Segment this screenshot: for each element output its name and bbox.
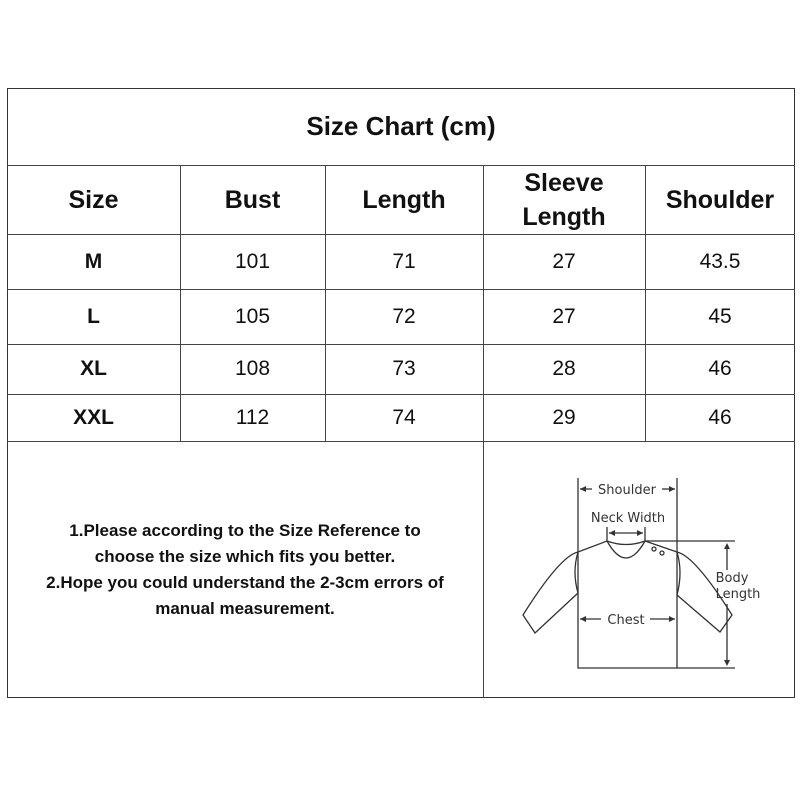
chest-label: Chest (607, 613, 645, 628)
cell-length: 73 (392, 357, 416, 380)
note-line: 2.Hope you could understand the 2-3cm errors of (46, 572, 444, 592)
length-label: Length (715, 587, 761, 602)
body-label: Body (715, 571, 749, 586)
cell-sleeve-length: 29 (552, 405, 576, 429)
cell-length: 72 (392, 304, 416, 328)
note-line: choose the size which fits you better. (94, 546, 396, 566)
shirt-icon (578, 541, 677, 668)
cell-shoulder: 46 (708, 405, 732, 429)
cell-shoulder: 45 (708, 304, 732, 328)
cell-bust: 112 (235, 405, 270, 429)
cell-size: XL (80, 357, 107, 380)
header-size: Size (68, 185, 119, 214)
cell-shoulder: 43.5 (699, 249, 741, 273)
cell-length: 74 (392, 405, 416, 429)
cell-sleeve-length: 27 (552, 304, 576, 328)
cell-bust: 108 (234, 357, 271, 380)
header-bust: Bust (224, 185, 281, 214)
cell-size: L (87, 304, 100, 328)
cell-sleeve-length: 27 (552, 249, 576, 273)
table-title: Size Chart (cm) (306, 111, 496, 141)
cell-size: XXL (73, 405, 114, 429)
header-length: Length (362, 185, 446, 214)
cell-shoulder: 46 (708, 357, 732, 380)
note-line: 1.Please according to the Size Reference to (69, 520, 421, 540)
cell-bust: 105 (234, 304, 271, 328)
shoulder-label: Shoulder (598, 483, 656, 498)
cell-size: M (84, 249, 103, 273)
cell-bust: 101 (234, 249, 271, 273)
cell-sleeve-length: 28 (552, 357, 576, 380)
header-shoulder: Shoulder (665, 185, 775, 214)
neck-width-label: Neck Width (590, 511, 666, 526)
note-line: manual measurement. (155, 598, 335, 618)
cell-length: 71 (392, 249, 416, 273)
header-sleeve-length: Sleeve Length (522, 168, 606, 231)
